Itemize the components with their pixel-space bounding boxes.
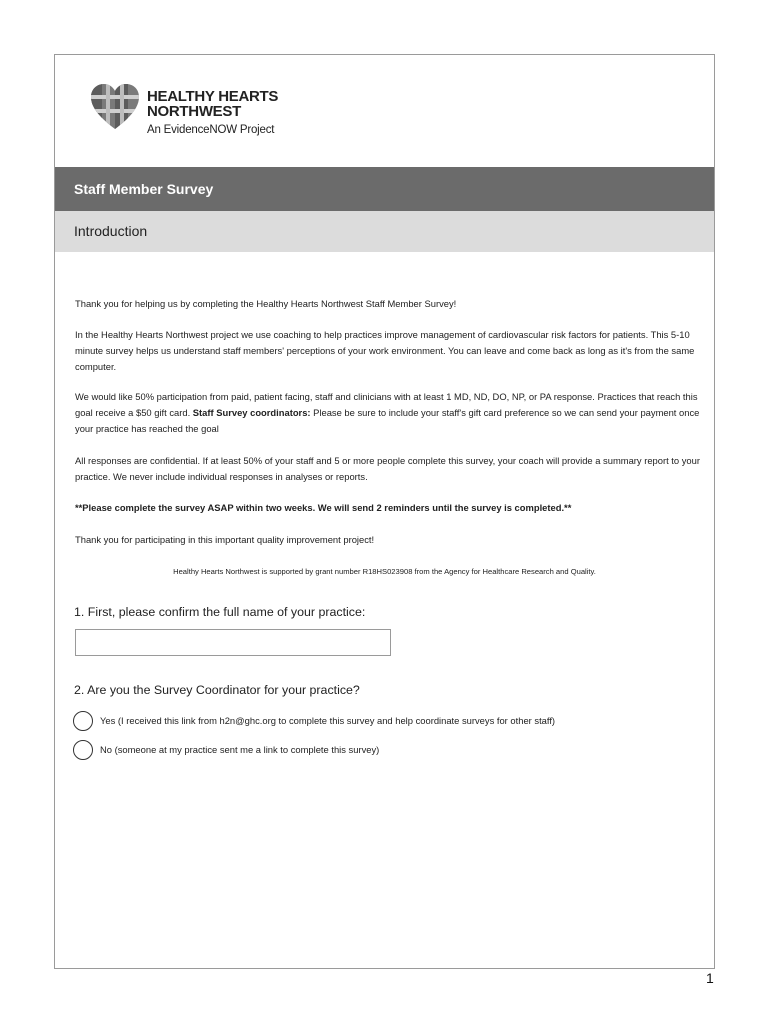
- participation-goal-text: We would like 50% participation from paid, patient facing, staff and clinicians with at least 1 MD, ND, DO, NP, or PA response. Practices that reach this goal receive a $50 gift card.: [75, 391, 698, 418]
- survey-page: [54, 54, 715, 969]
- option-yes-label[interactable]: Yes (I received this link from h2n@ghc.org to complete this survey and help coordinate surveys for other staff): [100, 715, 556, 726]
- gift-card-note: Please be sure to include your staff's gift card preference so we can send your payment once your practice has reached the goal: [75, 407, 700, 434]
- intro-paragraph-3: [75, 389, 703, 437]
- coordinators-label: Staff Survey coordinators:: [192, 407, 311, 418]
- deadline-notice: **Please complete the survey ASAP within two weeks. We will send 2 reminders until the survey is completed.**: [75, 502, 572, 513]
- practice-name-input[interactable]: [75, 629, 391, 656]
- logo-line-2: NORTHWEST: [147, 103, 241, 120]
- healthy-hearts-logo: [89, 83, 309, 143]
- radio-yes[interactable]: [73, 711, 93, 731]
- heart-logo-icon: [89, 83, 141, 131]
- question-2-label: 2. Are you the Survey Coordinator for your practice?: [74, 683, 360, 697]
- page-number: 1: [706, 970, 714, 986]
- intro-paragraph-4: All responses are confidential. If at least 50% of your staff and 5 or more people complete this survey, your coach will provide a summary report to your practice. We never include individual responses in analyses or reports.: [75, 455, 700, 482]
- grant-notice: Healthy Hearts Northwest is supported by grant number R18HS023908 from the Agency for Healthcare Research and Quality.: [173, 567, 596, 576]
- question-1-label: 1. First, please confirm the full name of your practice:: [74, 605, 366, 619]
- intro-paragraph-1: Thank you for helping us by completing the Healthy Hearts Northwest Staff Member Survey!: [75, 298, 457, 309]
- thank-you-text: Thank you for participating in this important quality improvement project!: [75, 534, 375, 545]
- survey-title: Staff Member Survey: [55, 167, 714, 211]
- intro-paragraph-2: In the Healthy Hearts Northwest project we use coaching to help practices improve management of cardiovascular risk factors for patients. This 5-10 minute survey helps us understand staff members' perceptions of your work environment. You can leave and come back as long as it's from the same computer.: [75, 329, 695, 372]
- coordinator-yes-option[interactable]: [73, 711, 673, 735]
- logo-line-1: HEALTHY HEARTS: [147, 88, 279, 105]
- option-no-label[interactable]: No (someone at my practice sent me a link to complete this survey): [100, 744, 380, 755]
- coordinator-no-option[interactable]: [73, 740, 673, 764]
- logo-tagline: An EvidenceNOW Project: [147, 124, 275, 136]
- section-title: Introduction: [55, 211, 714, 252]
- radio-no[interactable]: [73, 740, 93, 760]
